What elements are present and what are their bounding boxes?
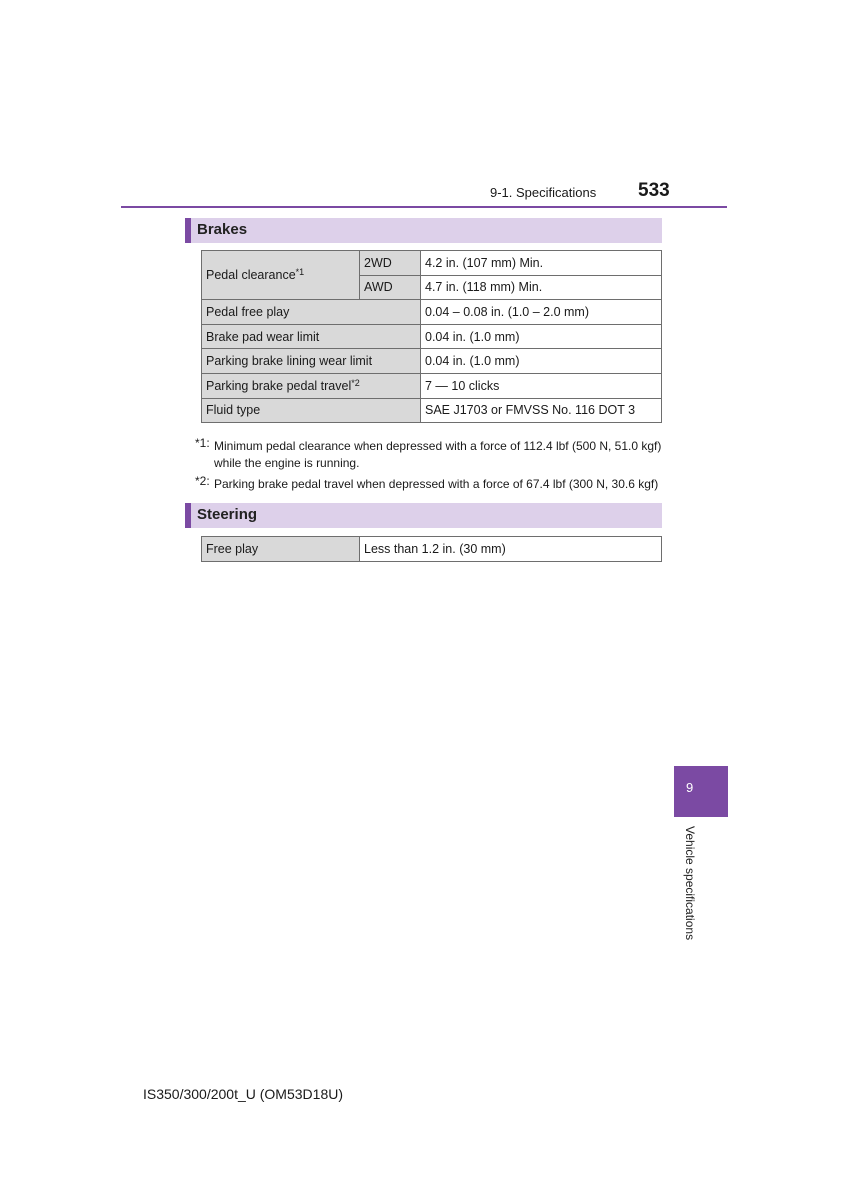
- lining-wear-value: 0.04 in. (1.0 mm): [421, 349, 662, 374]
- footnote-mark: *1: [295, 267, 305, 278]
- table-row: [202, 537, 662, 562]
- footnote-mark: *2: [351, 377, 360, 388]
- drive-awd-label: AWD: [360, 275, 421, 300]
- chapter-number: 9: [686, 780, 694, 795]
- pedal-free-play-value: 0.04 – 0.08 in. (1.0 – 2.0 mm): [421, 300, 662, 325]
- lining-wear-label: Parking brake lining wear limit: [202, 349, 421, 374]
- footnote-1-mark: *1:: [195, 436, 210, 450]
- steering-table: [201, 536, 662, 562]
- brakes-table: [201, 250, 662, 423]
- table-row: [202, 373, 662, 398]
- fluid-type-value: SAE J1703 or FMVSS No. 116 DOT 3: [421, 398, 662, 423]
- brake-pad-wear-value: 0.04 in. (1.0 mm): [421, 324, 662, 349]
- footnote-2-mark: *2:: [195, 474, 210, 488]
- pedal-clearance-awd-value: 4.7 in. (118 mm) Min.: [421, 275, 662, 300]
- chapter-label: Vehicle specifications: [683, 826, 697, 941]
- pedal-clearance-2wd-value: 4.2 in. (107 mm) Min.: [421, 251, 662, 276]
- footnote-2-text: Parking brake pedal travel when depressed with a force of 67.4 lbf (300 N, 30.6 kgf): [214, 477, 659, 491]
- page-number: 533: [638, 180, 670, 201]
- table-row: [202, 300, 662, 325]
- footnote-2: [195, 476, 675, 494]
- table-row: [202, 251, 662, 276]
- chapter-tab: [674, 766, 728, 817]
- table-row: [202, 349, 662, 374]
- steering-heading-bar: [185, 503, 662, 528]
- table-row: [202, 324, 662, 349]
- footer-model-code: IS350/300/200t_U (OM53D18U): [143, 1086, 343, 1102]
- drive-2wd-label: 2WD: [360, 251, 421, 276]
- brake-pad-wear-label: Brake pad wear limit: [202, 324, 421, 349]
- header-section-title: 9-1. Specifications: [490, 185, 597, 200]
- table-row: [202, 398, 662, 423]
- brakes-heading: Brakes: [197, 221, 248, 238]
- free-play-label: Free play: [202, 537, 360, 562]
- brakes-heading-bar: [185, 218, 662, 243]
- pedal-travel-label: Parking brake pedal travel$^{*2}$: [202, 373, 421, 398]
- footnote-1: [195, 438, 675, 474]
- pedal-free-play-label: Pedal free play: [202, 300, 421, 325]
- free-play-value: Less than 1.2 in. (30 mm): [360, 537, 662, 562]
- header-rule: [121, 206, 727, 208]
- pedal-clearance-label: Pedal clearance$^{*1}$: [202, 251, 360, 300]
- fluid-type-label: Fluid type: [202, 398, 421, 423]
- steering-heading: Steering: [197, 506, 258, 523]
- pedal-travel-value: 7 — 10 clicks: [421, 373, 662, 398]
- footnote-1-text: Minimum pedal clearance when depressed with a force of 112.4 lbf (500 N, 51.0 kgf) while the engine is running.: [214, 439, 662, 470]
